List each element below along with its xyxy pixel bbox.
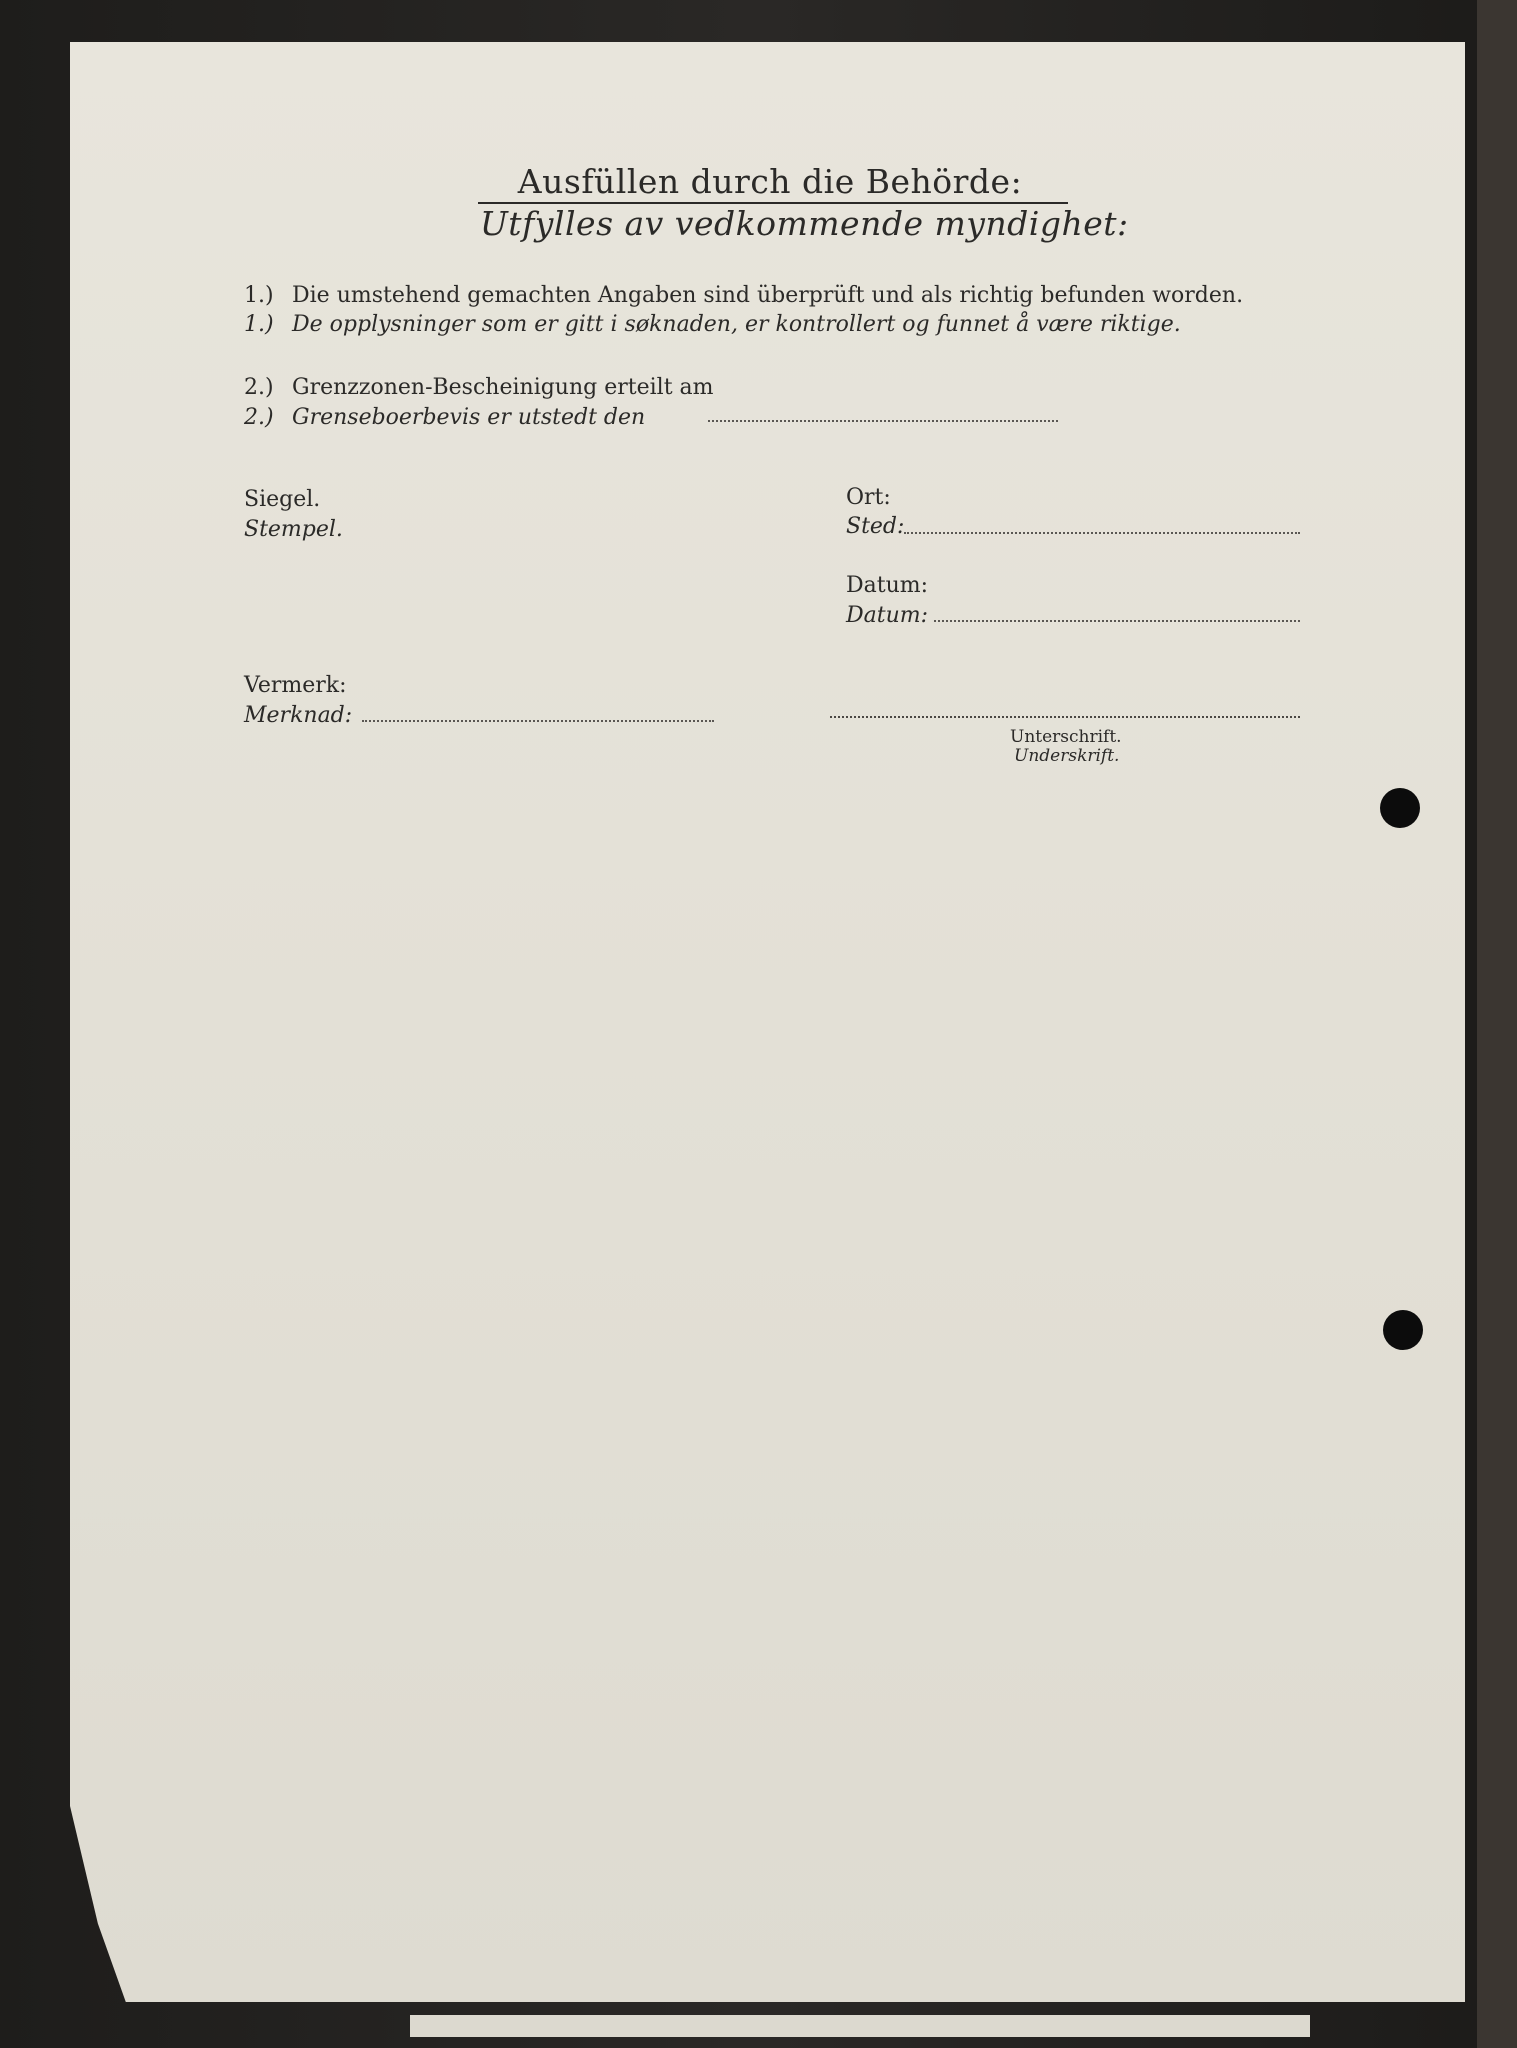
remark-field[interactable]	[362, 720, 714, 722]
item1-text-no: De opplysninger som er gitt i søknaden, er kontrollert og funnet å være riktige.	[292, 312, 1181, 337]
place-label-de: Ort:	[846, 485, 891, 510]
signature-label-no: Underskrift.	[1014, 746, 1120, 766]
underlying-page-edge	[410, 2015, 1310, 2037]
punch-hole-top	[1380, 788, 1420, 828]
item1-number-no: 1.)	[244, 312, 274, 337]
place-label-no: Sted:	[846, 514, 905, 539]
issue-date-field[interactable]	[708, 420, 1058, 422]
date-label-de: Datum:	[846, 573, 929, 598]
heading-german: Ausfüllen durch die Behörde:	[517, 162, 1023, 201]
place-field[interactable]	[904, 532, 1300, 534]
remark-label-de: Vermerk:	[244, 673, 347, 698]
item2-number-no: 2.)	[244, 405, 274, 430]
punch-hole-bottom	[1383, 1310, 1423, 1350]
seal-label-no: Stempel.	[244, 517, 343, 542]
item2-number-de: 2.)	[244, 375, 274, 400]
item1-text-de: Die umstehend gemachten Angaben sind überprüft und als richtig befunden worden.	[292, 283, 1244, 308]
signature-field[interactable]	[830, 716, 1300, 718]
date-field[interactable]	[934, 620, 1300, 622]
remark-label-no: Merknad:	[244, 703, 353, 728]
date-label-no: Datum:	[846, 603, 929, 628]
seal-label-de: Siegel.	[244, 487, 321, 512]
item2-text-de: Grenzzonen-Bescheinigung erteilt am	[292, 375, 714, 400]
item1-number-de: 1.)	[244, 283, 274, 308]
heading-norwegian: Utfylles av vedkommende myndighet:	[480, 204, 1129, 243]
binder-edge	[1477, 0, 1517, 2048]
item2-text-no: Grenseboerbevis er utstedt den	[292, 405, 646, 430]
signature-label-de: Unterschrift.	[1010, 727, 1122, 747]
